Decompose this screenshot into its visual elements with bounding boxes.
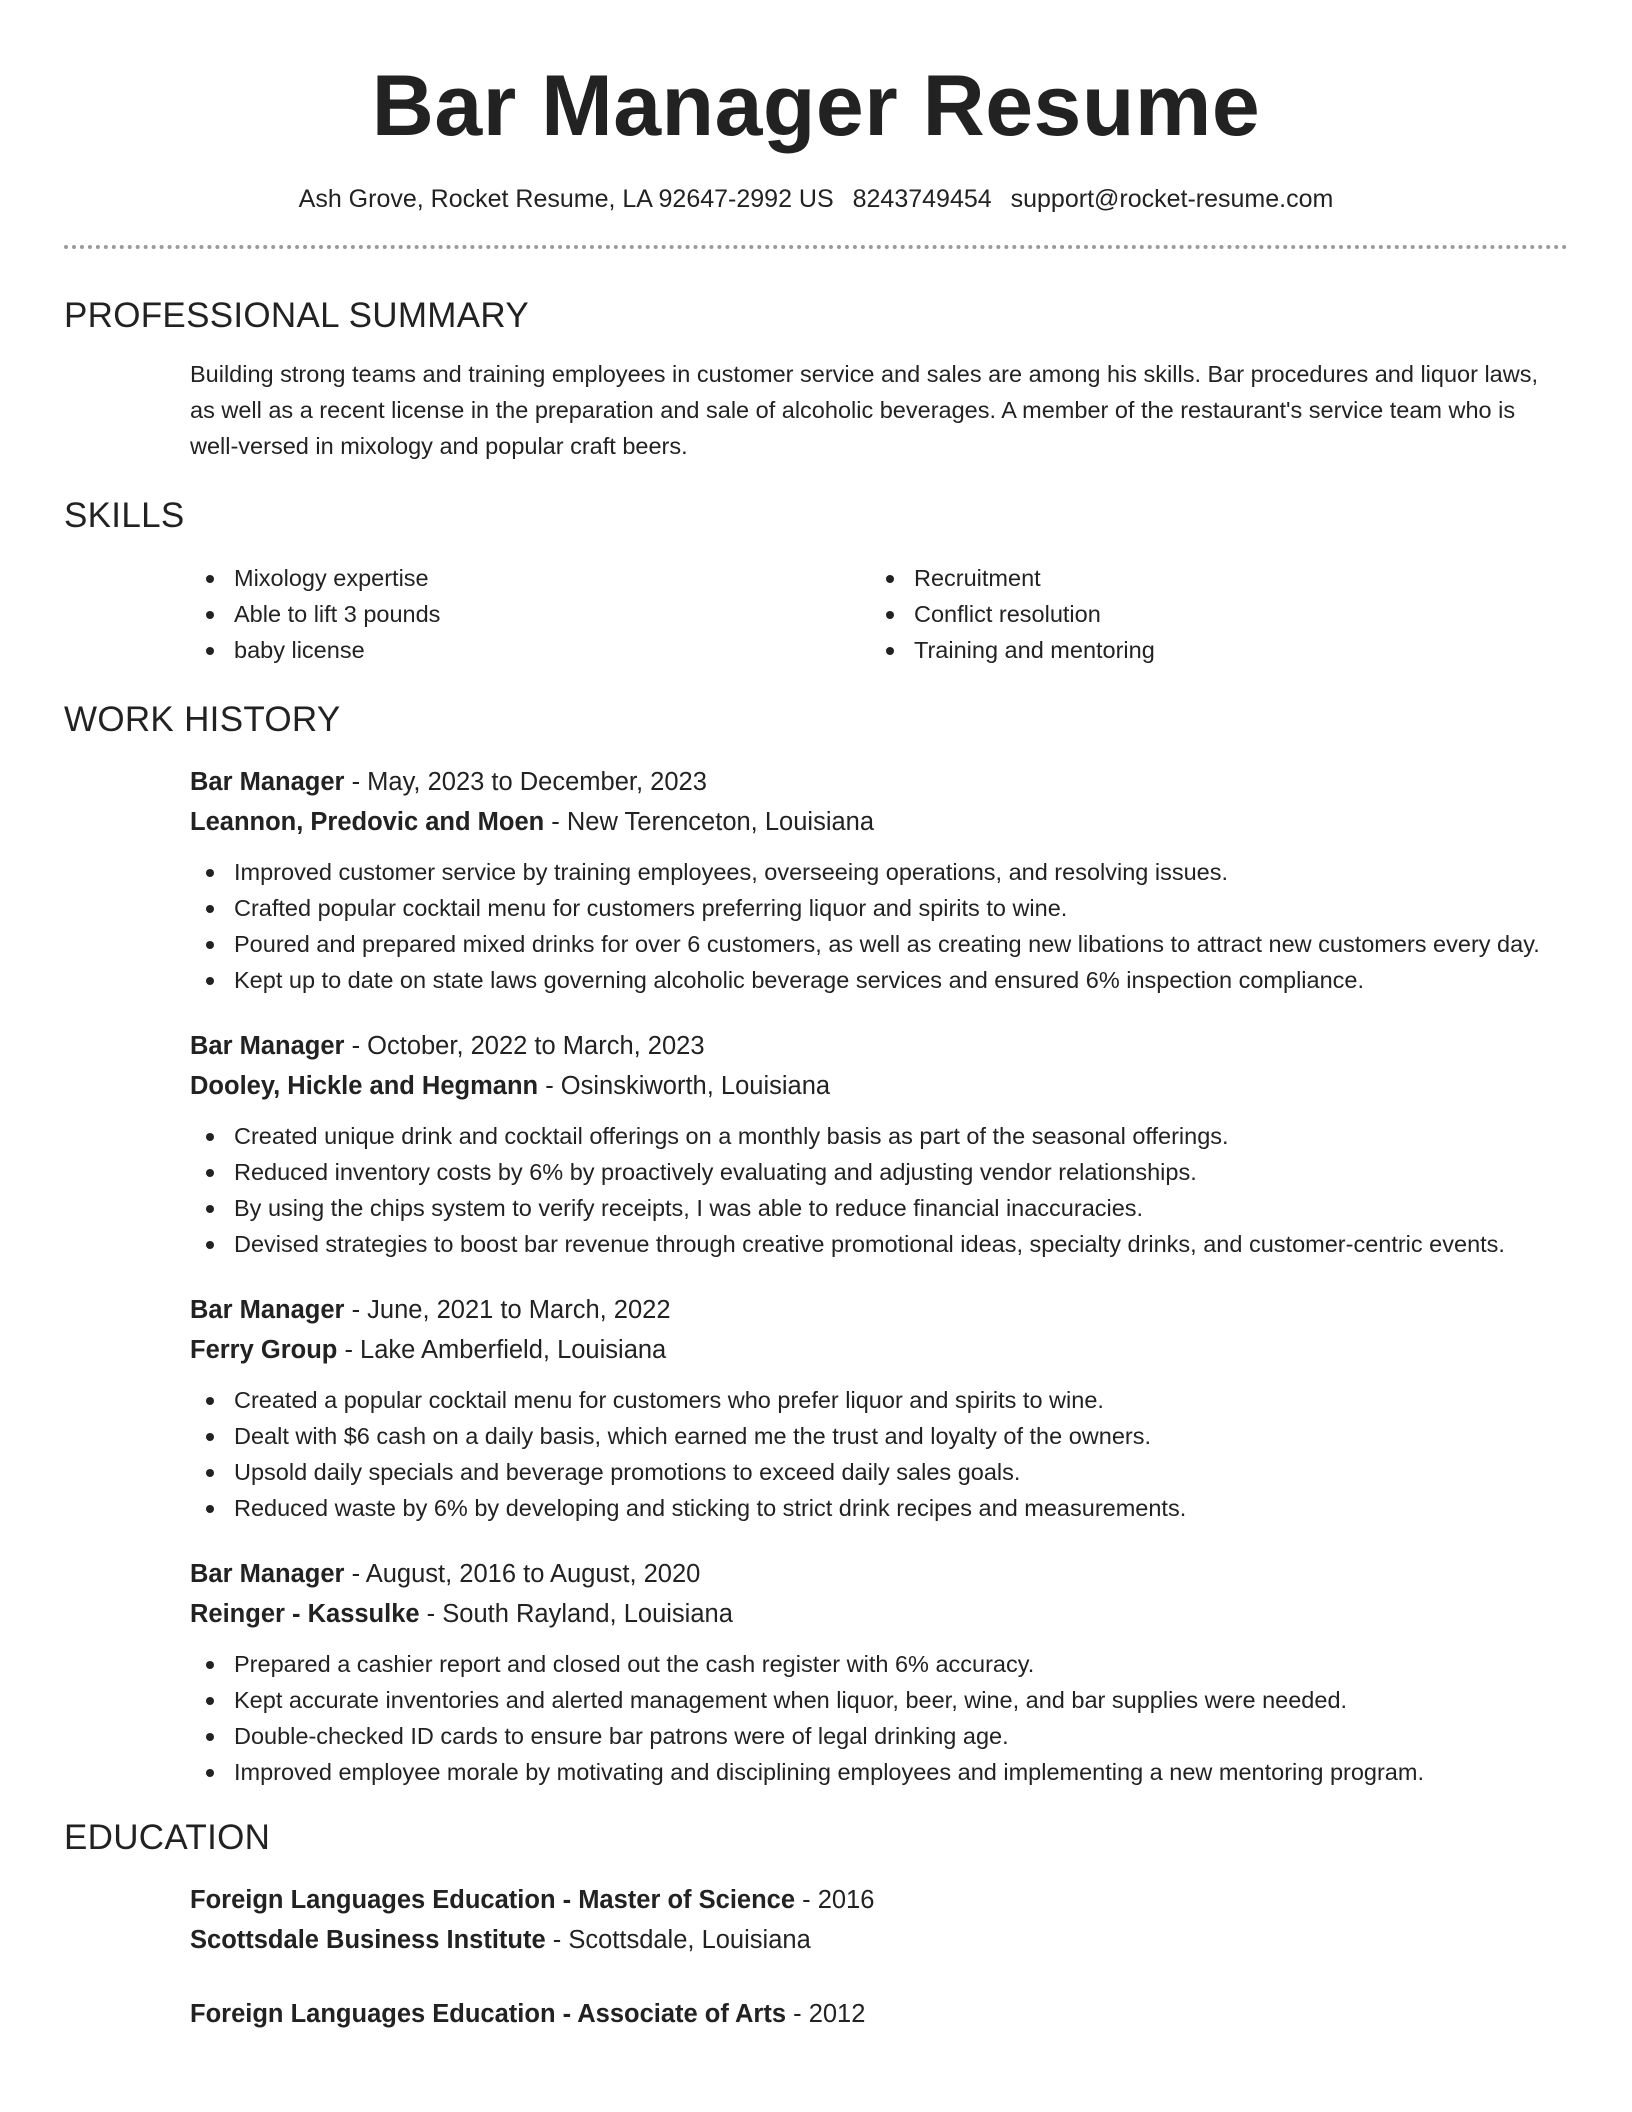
education-degree: Foreign Languages Education - Master of Science: [190, 1886, 796, 1914]
job-entry: [190, 1554, 1568, 1790]
job-location: - Osinskiworth, Louisiana: [538, 1072, 831, 1100]
contact-phone: 8243749454: [852, 185, 992, 213]
contact-line: [64, 183, 1568, 215]
job-title-line: [190, 1026, 1568, 1066]
job-role: Bar Manager: [190, 1296, 345, 1324]
job-company-line: [190, 1594, 1568, 1634]
job-bullet: Kept accurate inventories and alerted management when liquor, beer, wine, and bar supplies were needed.: [190, 1682, 1568, 1718]
education-school-line: [190, 1920, 1568, 1960]
job-bullet: Reduced waste by 6% by developing and sticking to strict drink recipes and measurements.: [190, 1490, 1568, 1526]
job-bullet: Poured and prepared mixed drinks for over 6 customers, as well as creating new libations to attract new customers every day.: [190, 926, 1568, 962]
skill-item: Training and mentoring: [870, 632, 1570, 668]
job-dates: - October, 2022 to March, 2023: [344, 1032, 705, 1060]
contact-address: Ash Grove, Rocket Resume, LA 92647-2992 US: [298, 185, 834, 213]
skill-item: Mixology expertise: [190, 560, 870, 596]
job-entry: [190, 1290, 1568, 1526]
education-degree-line: [190, 1994, 1568, 2034]
job-company: Leannon, Predovic and Moen: [190, 808, 545, 836]
skill-item: Recruitment: [870, 560, 1570, 596]
job-location: - Lake Amberfield, Louisiana: [337, 1336, 667, 1364]
job-bullets: [190, 854, 1568, 998]
job-bullet: Crafted popular cocktail menu for customers preferring liquor and spirits to wine.: [190, 890, 1568, 926]
job-role: Bar Manager: [190, 768, 345, 796]
education-list: [64, 1880, 1568, 2034]
summary-text: Building strong teams and training employees in customer service and sales are among his skills. Bar procedures and liquor laws, as well as a recent license in the preparation and sale of alcoholic beverages. A member of the restaurant's service team who is well-versed in mixology and popular craft beers.: [190, 361, 1539, 459]
work-history-heading: WORK HISTORY: [64, 700, 341, 739]
job-bullet: Devised strategies to boost bar revenue through creative promotional ideas, specialty drinks, and customer-centric events.: [190, 1226, 1568, 1262]
job-company-line: [190, 802, 1568, 842]
job-role: Bar Manager: [190, 1032, 345, 1060]
job-bullet: Created unique drink and cocktail offerings on a monthly basis as part of the seasonal offerings.: [190, 1118, 1568, 1154]
job-bullet: Upsold daily specials and beverage promotions to exceed daily sales goals.: [190, 1454, 1568, 1490]
education-entry: [190, 1880, 1568, 1960]
job-bullet: By using the chips system to verify receipts, I was able to reduce financial inaccuracies.: [190, 1190, 1568, 1226]
job-dates: - August, 2016 to August, 2020: [344, 1560, 701, 1588]
job-bullet: Dealt with $6 cash on a daily basis, which earned me the trust and loyalty of the owners.: [190, 1418, 1568, 1454]
summary-heading: PROFESSIONAL SUMMARY: [64, 296, 529, 335]
job-bullets: [190, 1118, 1568, 1262]
job-company: Ferry Group: [190, 1336, 338, 1364]
education-heading: EDUCATION: [64, 1818, 271, 1857]
skill-item: Able to lift 3 pounds: [190, 596, 870, 632]
job-company: Dooley, Hickle and Hegmann: [190, 1072, 539, 1100]
education-year: - 2012: [786, 2000, 866, 2028]
education-school: Scottsdale Business Institute: [190, 1926, 546, 1954]
job-title-line: [190, 1554, 1568, 1594]
skill-item: Conflict resolution: [870, 596, 1570, 632]
job-bullets: [190, 1646, 1568, 1790]
job-company-line: [190, 1066, 1568, 1106]
job-location: - South Rayland, Louisiana: [419, 1600, 733, 1628]
job-company-line: [190, 1330, 1568, 1370]
resume-title: Bar Manager Resume: [371, 58, 1261, 154]
job-bullet: Kept up to date on state laws governing alcoholic beverage services and ensured 6% inspection compliance.: [190, 962, 1568, 998]
job-company: Reinger - Kassulke: [190, 1600, 420, 1628]
education-location: - Scottsdale, Louisiana: [545, 1926, 811, 1954]
job-bullets: [190, 1382, 1568, 1526]
job-dates: - June, 2021 to March, 2022: [344, 1296, 671, 1324]
contact-email: support@rocket-resume.com: [1010, 185, 1334, 213]
education-year: - 2016: [795, 1886, 875, 1914]
job-title-line: [190, 1290, 1568, 1330]
job-title-line: [190, 762, 1568, 802]
job-bullet: Reduced inventory costs by 6% by proactively evaluating and adjusting vendor relationships.: [190, 1154, 1568, 1190]
job-bullet: Improved customer service by training employees, overseeing operations, and resolving issues.: [190, 854, 1568, 890]
education-degree: Foreign Languages Education - Associate of Arts: [190, 2000, 787, 2028]
skill-item: baby license: [190, 632, 870, 668]
education-entry: [190, 1994, 1568, 2034]
skills-heading: SKILLS: [64, 496, 185, 535]
job-entry: [190, 762, 1568, 998]
job-dates: - May, 2023 to December, 2023: [344, 768, 707, 796]
job-bullet: Double-checked ID cards to ensure bar patrons were of legal drinking age.: [190, 1718, 1568, 1754]
job-role: Bar Manager: [190, 1560, 345, 1588]
skills-list: [64, 560, 1568, 668]
education-degree-line: [190, 1880, 1568, 1920]
job-entry: [190, 1026, 1568, 1262]
job-bullet: Improved employee morale by motivating and disciplining employees and implementing a new mentoring program.: [190, 1754, 1568, 1790]
header-divider: [64, 245, 1568, 249]
job-location: - New Terenceton, Louisiana: [544, 808, 875, 836]
skills-column-right: [870, 560, 1570, 668]
resume-page: [64, 0, 1568, 2034]
job-bullet: Created a popular cocktail menu for customers who prefer liquor and spirits to wine.: [190, 1382, 1568, 1418]
job-bullet: Prepared a cashier report and closed out the cash register with 6% accuracy.: [190, 1646, 1568, 1682]
work-history-list: [64, 762, 1568, 1790]
skills-column-left: [190, 560, 870, 668]
